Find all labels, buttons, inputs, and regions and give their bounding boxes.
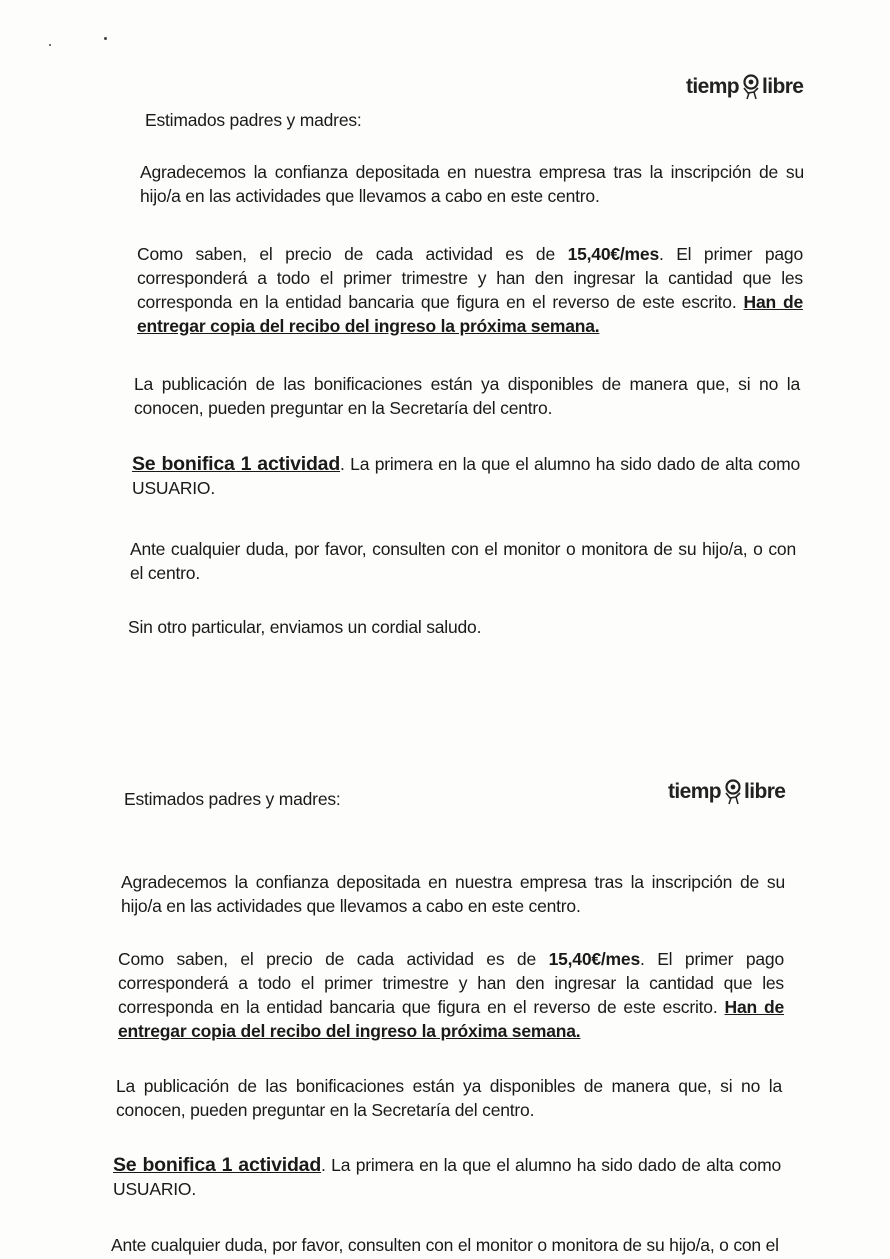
logo-text-left: tiemp xyxy=(668,780,722,803)
paragraph-questions-text: Ante cualquier duda, por favor, consulten con el monitor o monitora de su hijo/a, o con el centro. xyxy=(130,539,796,583)
paragraph-bonus-text xyxy=(132,452,800,500)
closing: Sin otro particular, enviamos un cordial saludo. xyxy=(128,617,482,637)
bonus-rest: . La primera en la que el alumno ha sido dado de alta como USUARIO. xyxy=(113,1155,781,1199)
logo-text-right: libre xyxy=(744,780,786,803)
price-value: 15,40€/mes xyxy=(548,949,640,969)
paragraph-price xyxy=(118,947,784,1043)
paragraph-questions-text: Ante cualquier duda, por favor, consulten con el monitor o monitora de su hijo/a, o con el xyxy=(111,1235,779,1255)
paragraph-thanks xyxy=(140,160,804,208)
paragraph-price xyxy=(137,242,803,338)
paragraph-thanks-text: Agradecemos la confianza depositada en nuestra empresa tras la inscripción de su hijo/a en las actividades que llevamos a cabo en este centro. xyxy=(121,872,785,916)
greeting: Estimados padres y madres: xyxy=(145,110,362,130)
bonus-lead: Se bonifica 1 actividad xyxy=(113,1154,322,1176)
paragraph-bonus-text xyxy=(113,1153,781,1201)
paragraph-discounts xyxy=(134,372,800,420)
receipt-notice: Han de entregar copia del recibo del ingreso la próxima semana. xyxy=(118,997,784,1041)
price-details: . El primer pago corresponderá a todo el primer trimestre y han den ingresar la cantidad que les corresponda en la entidad bancaria que figura en el reverso de este escrito. xyxy=(137,244,803,312)
price-intro: Como saben, el precio de cada actividad es de xyxy=(137,244,568,264)
paragraph-price-text xyxy=(118,947,784,1043)
paragraph-thanks-text: Agradecemos la confianza depositada en nuestra empresa tras la inscripción de su hijo/a en las actividades que llevamos a cabo en este centro. xyxy=(140,162,804,206)
paragraph-bonus xyxy=(113,1153,781,1201)
tiempo-libre-logo xyxy=(668,779,785,805)
paragraph-bonus xyxy=(132,452,800,500)
price-details: . El primer pago corresponderá a todo el primer trimestre y han den ingresar la cantidad que les corresponda en la entidad bancaria que figura en el reverso de este escrito. xyxy=(118,949,784,1017)
tiempo-libre-logo xyxy=(686,74,803,100)
greeting: Estimados padres y madres: xyxy=(124,789,341,809)
scan-speck xyxy=(104,37,107,40)
logo-text-right: libre xyxy=(762,75,804,98)
price-intro: Como saben, el precio de cada actividad es de xyxy=(118,949,549,969)
paragraph-discounts-text: La publicación de las bonificaciones están ya disponibles de manera que, si no la conocen, pueden preguntar en la Secretaría del centro. xyxy=(134,374,800,418)
logo-text-left: tiemp xyxy=(686,75,740,98)
paragraph-questions xyxy=(130,537,796,585)
paragraph-discounts-text: La publicación de las bonificaciones están ya disponibles de manera que, si no la conocen, pueden preguntar en la Secretaría del centro. xyxy=(116,1076,782,1120)
paragraph-discounts xyxy=(116,1074,782,1122)
bonus-lead: Se bonifica 1 actividad xyxy=(132,453,341,475)
paragraph-thanks xyxy=(121,870,785,918)
paragraph-questions xyxy=(111,1233,781,1257)
receipt-notice: Han de entregar copia del recibo del ingreso la próxima semana. xyxy=(137,292,803,336)
scan-speck xyxy=(49,44,51,46)
juggling-figure-icon xyxy=(740,74,762,100)
price-value: 15,40€/mes xyxy=(567,244,659,264)
bonus-rest: . La primera en la que el alumno ha sido dado de alta como USUARIO. xyxy=(132,454,800,498)
paragraph-price-text xyxy=(137,242,803,338)
juggling-figure-icon xyxy=(722,779,744,805)
